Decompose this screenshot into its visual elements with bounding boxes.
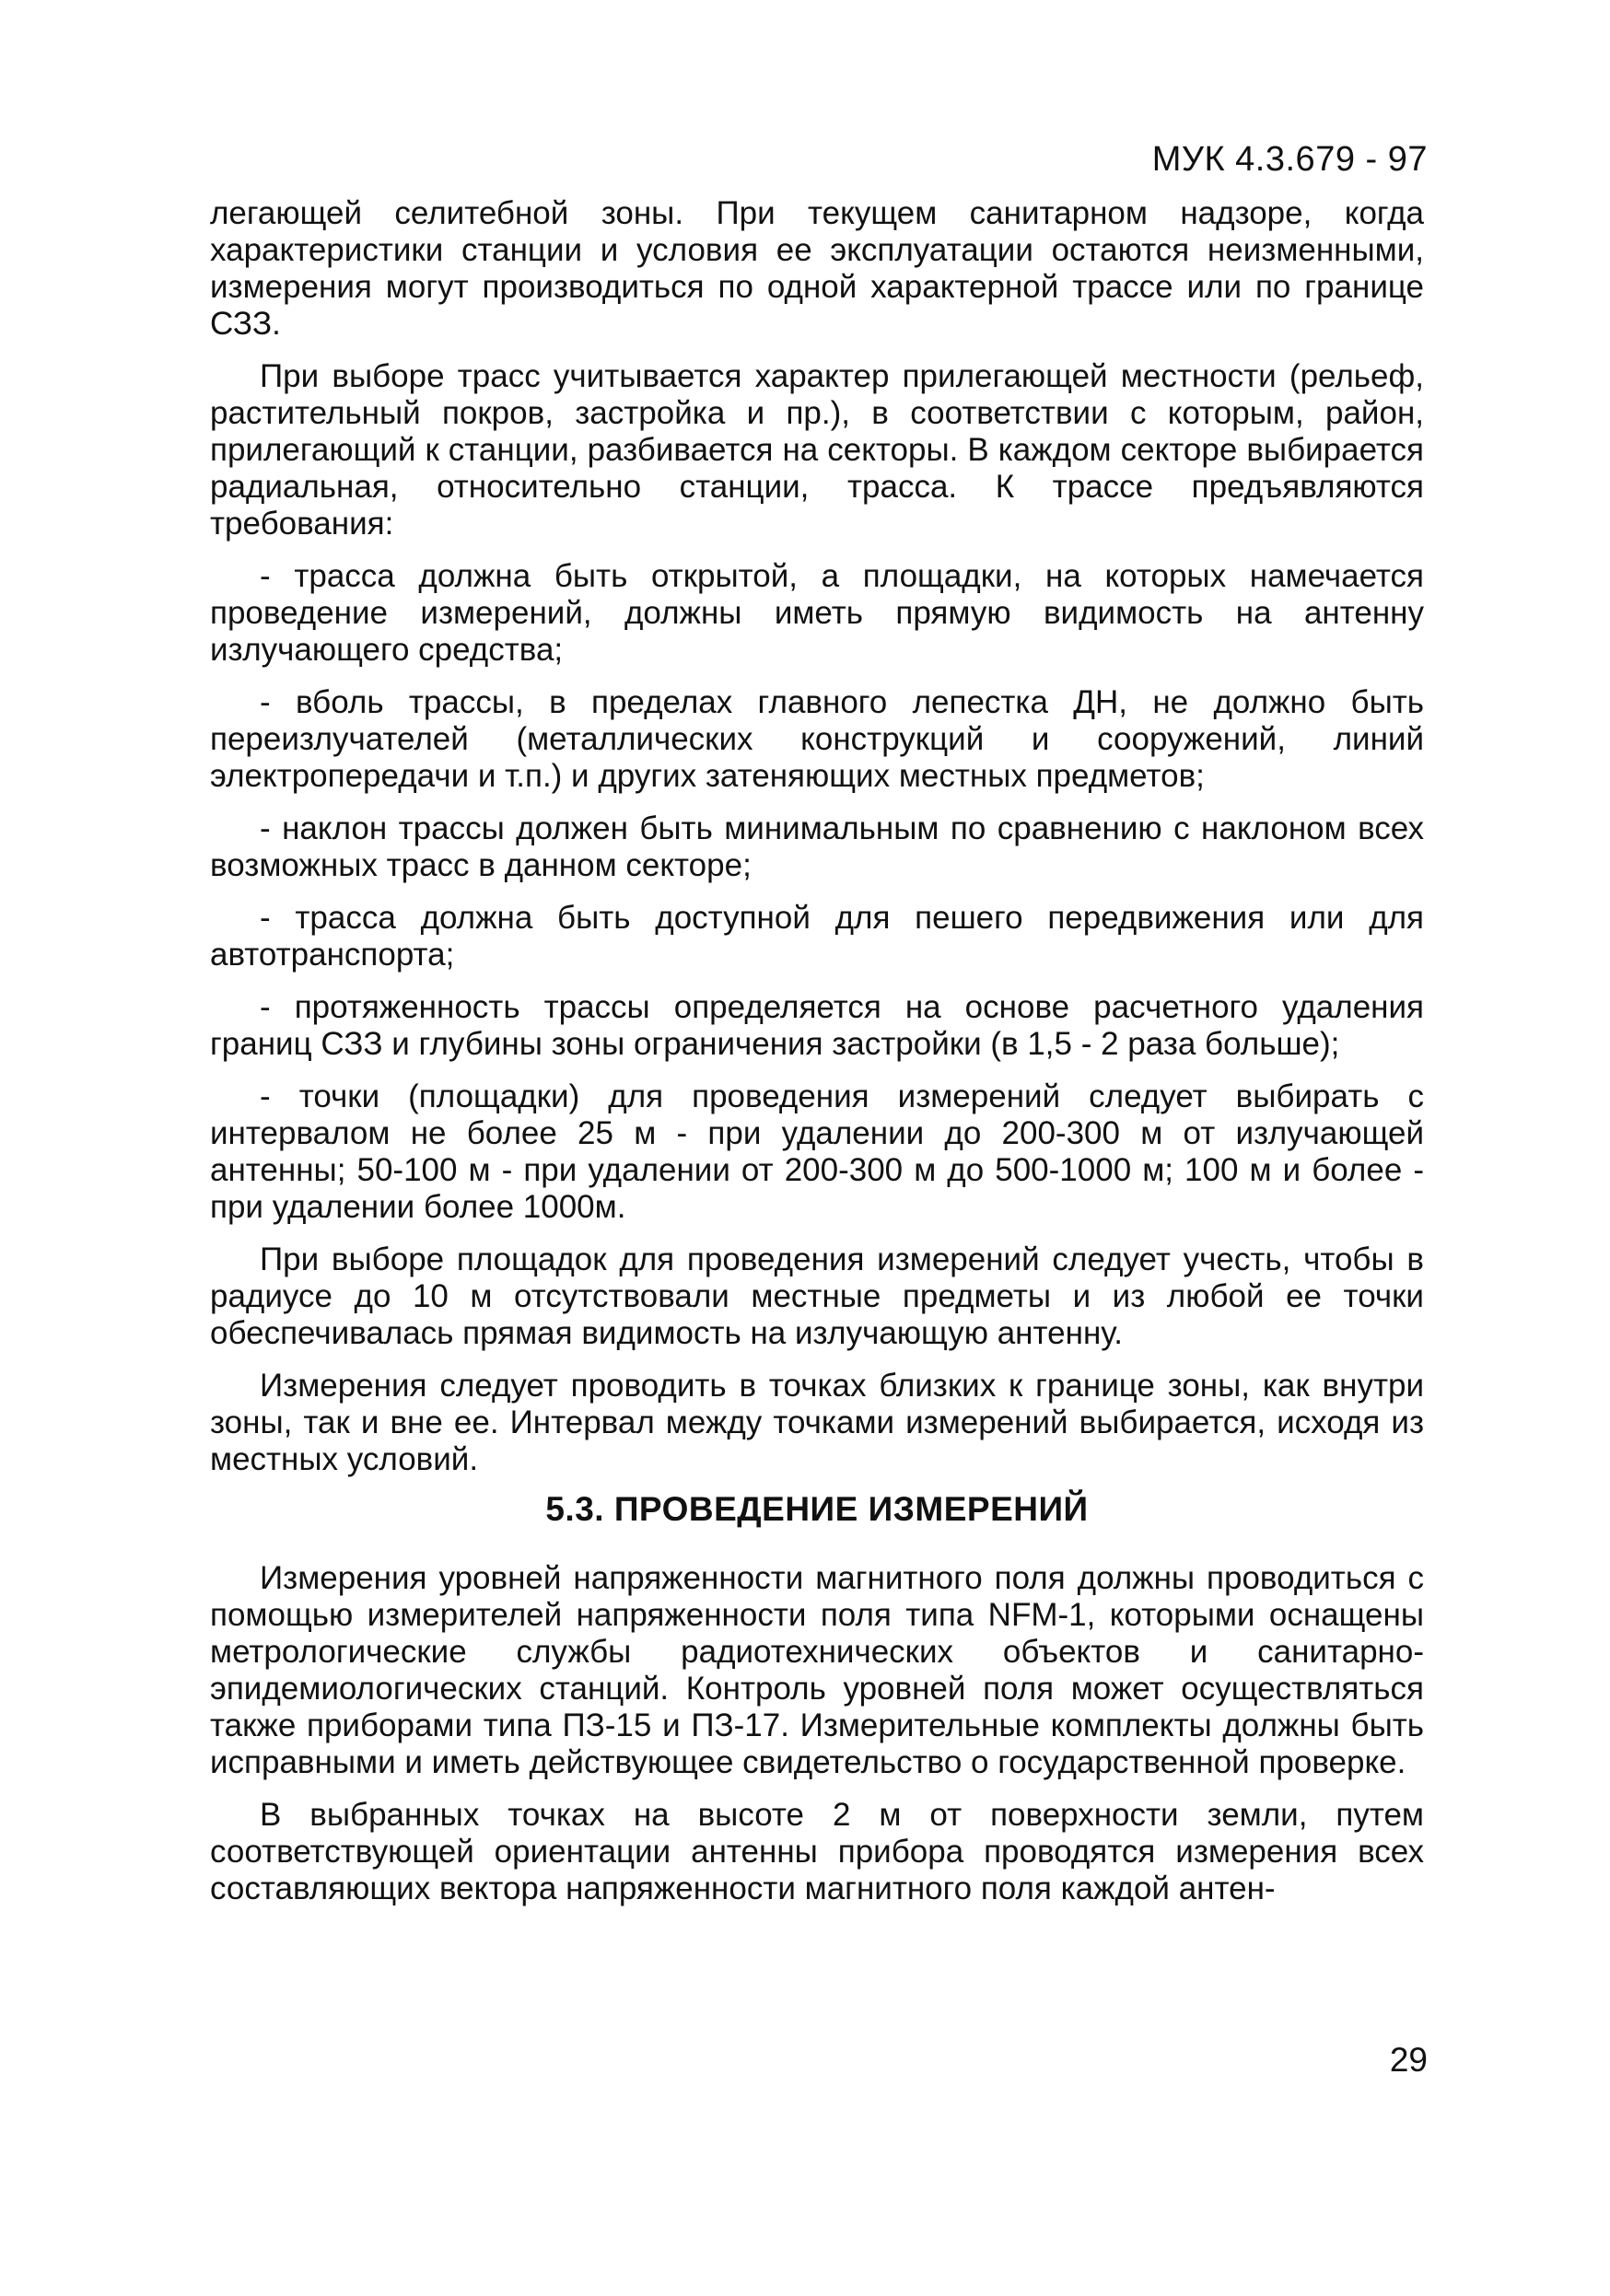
list-item: - наклон трассы должен быть минимальным по сравнению с наклоном всех возможных трасс в данном секторе; xyxy=(210,810,1424,883)
list-item: - протяженность трассы определяется на основе расчетного удаления границ СЗЗ и глубины зоны ограничения застройки (в 1,5 - 2 раза больше); xyxy=(210,989,1424,1062)
paragraph: Измерения уровней напряженности магнитного поля должны проводиться с помощью измерителей напряженности поля типа NFM-1, которыми оснащены метрологические службы радиотехнических объектов и санитарно-эпидемиологических станций. Контроль уровней поля может осуществляться также приборами типа ПЗ-15 и ПЗ-17. Измерительные комплекты должны быть исправными и иметь действующее свидетельство о государственной проверке. xyxy=(210,1560,1424,1780)
paragraph: В выбранных точках на высоте 2 м от поверхности земли, путем соответствующей ориентации антенны прибора проводятся измерения всех составляющих вектора напряженности магнитного поля каждой антен- xyxy=(210,1797,1424,1906)
paragraph: При выборе площадок для проведения измерений следует учесть, чтобы в радиусе до 10 м отсутствовали местные предметы и из любой ее точки обеспечивалась прямая видимость на излучающую антенну. xyxy=(210,1241,1424,1351)
section-heading: 5.3. ПРОВЕДЕНИЕ ИЗМЕРЕНИЙ xyxy=(545,1490,1089,1528)
list-item: - вболь трассы, в пределах главного лепестка ДН, не должно быть переизлучателей (металлических конструкций и сооружений, линий электропередачи и т.п.) и других затеняющих местных предметов; xyxy=(210,684,1424,794)
page-number: 29 xyxy=(1389,2041,1428,2079)
paragraph: легающей селитебной зоны. При текущем санитарном надзоре, когда характеристики станции и условия ее эксплуатации остаются неизменными, измерения могут производиться по одной характерной трассе или по границе СЗЗ. xyxy=(210,195,1424,342)
section-body-text-measurements xyxy=(210,1560,1424,1923)
paragraph: Измерения следует проводить в точках близких к границе зоны, как внутри зоны, так и вне ее. Интервал между точками измерений выбирается, исходя из местных условий. xyxy=(210,1368,1424,1477)
list-item: - трасса должна быть открытой, а площадки, на которых намечается проведение измерений, должны иметь прямую видимость на антенну излучающего средства; xyxy=(210,558,1424,668)
list-item: - трасса должна быть доступной для пешего передвижения или для автотранспорта; xyxy=(210,900,1424,973)
section-body-text xyxy=(210,195,1424,1494)
paragraph: При выборе трасс учитывается характер прилегающей местности (рельеф, растительный покров, застройка и пр.), в соответствии с которым, район, прилегающий к станции, разбивается на секторы. В каждом секторе выбирается радиальная, относительно станции, трасса. К трассе предъявляются требования: xyxy=(210,358,1424,542)
list-item: - точки (площадки) для проведения измерений следует выбирать с интервалом не более 25 м - при удалении до 200-300 м от излучающей антенны; 50-100 м - при удалении от 200-300 м до 500-1000 м; 100 м и более - при удалении более 1000м. xyxy=(210,1078,1424,1225)
document-code-header: МУК 4.3.679 - 97 xyxy=(1151,140,1428,179)
